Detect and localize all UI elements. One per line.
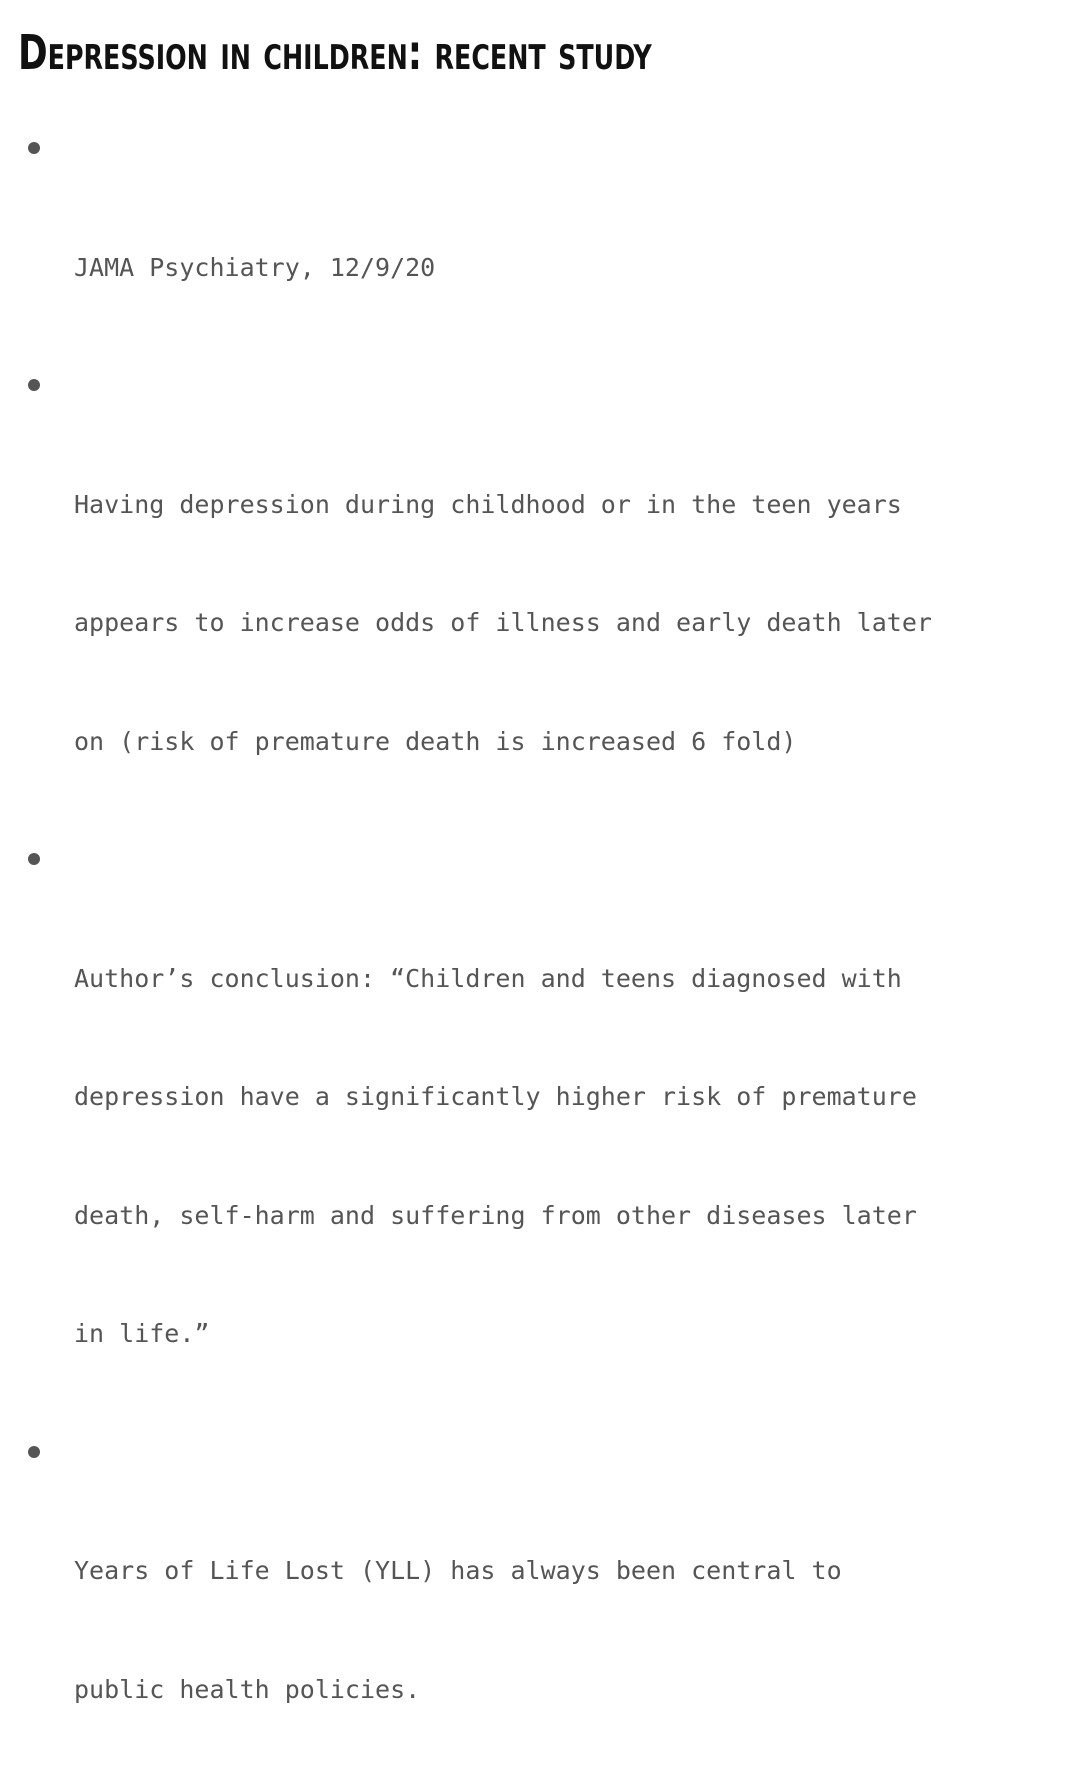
bullet-item [0,840,1083,1433]
bullet-list [0,129,1083,1788]
bullet-item [0,366,1083,840]
slide-title: Depression in children: recent study [18,18,652,88]
bullet-line: in life.” [74,1314,1083,1354]
bullet-line: death, self-harm and suffering from other diseases later [74,1196,1083,1236]
bullet-item [0,1433,1083,1788]
bullet-line: public health policies. [74,1670,1083,1710]
bullet-dot-icon [28,379,40,391]
bullet-line: Having depression during childhood or in the teen years [74,485,1083,525]
bullet-line: on (risk of premature death is increased 6 fold) [74,722,1083,762]
bullet-item [0,129,1083,366]
bullet-line: JAMA Psychiatry, 12/9/20 [74,248,1083,288]
slide [0,0,1083,561]
bullet-dot-icon [28,142,40,154]
bullet-line: Years of Life Lost (YLL) has always been central to [74,1551,1083,1591]
bullet-line: appears to increase odds of illness and early death later [74,603,1083,643]
bullet-dot-icon [28,853,40,865]
bullet-dot-icon [28,1446,40,1458]
bullet-line: Author’s conclusion: “Children and teens diagnosed with [74,959,1083,999]
bullet-line: depression have a significantly higher risk of premature [74,1077,1083,1117]
